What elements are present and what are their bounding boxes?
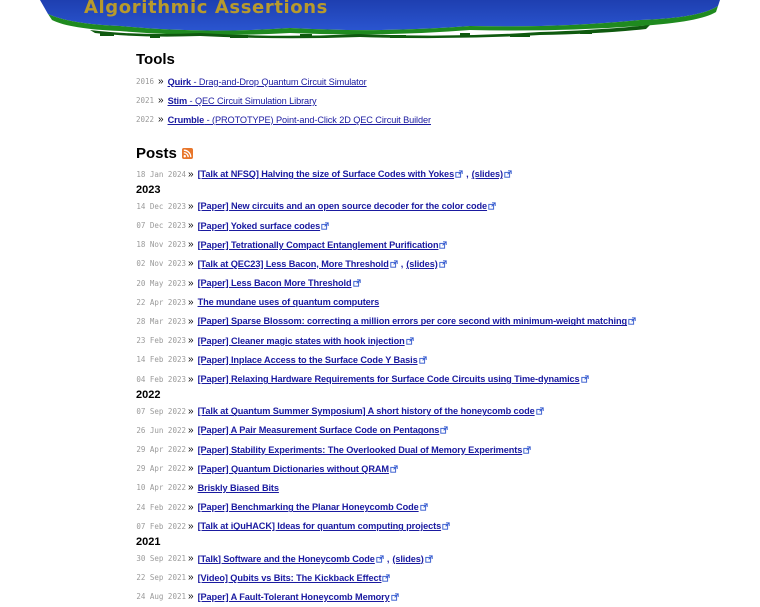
post-date: 22 Apr 2023 [136,297,186,307]
post-date: 10 Apr 2022 [136,483,186,493]
bullet-icon: » [188,501,194,513]
tool-name: Quirk [167,76,192,87]
tools-heading: Tools [136,51,175,68]
main-content [136,50,736,607]
post-link[interactable]: [Paper] A Pair Measurement Surface Code on Pentagons [197,425,440,436]
post-date: 29 Apr 2022 [136,464,186,474]
tool-item [136,110,736,129]
post-link[interactable]: [Paper] Cleaner magic states with hook injection [197,335,405,346]
post-item [136,459,736,478]
bullet-icon: » [188,553,194,565]
post-item [136,312,736,331]
tool-description: - Drag-and-Drop Quantum Circuit Simulator [191,76,367,87]
post-date: 29 Apr 2022 [136,445,186,455]
slides-link[interactable]: (slides) [406,258,438,269]
tool-year: 2016 [136,77,155,87]
post-link[interactable]: [Paper] Quantum Dictionaries without QRAM [197,463,389,474]
slides-link[interactable]: (slides) [471,169,504,180]
tool-description: - QEC Circuit Simulation Library [187,95,317,106]
external-link-icon [382,574,390,582]
post-date: 28 Mar 2023 [136,316,186,326]
tool-year: 2021 [136,96,155,106]
post-item [136,478,736,497]
rss-icon[interactable] [182,148,193,159]
post-item [136,235,736,254]
post-link[interactable]: [Talk at NFSQ] Halving the size of Surface Codes with Yokes [197,169,455,180]
separator: , [466,169,469,180]
bullet-icon: » [188,258,194,270]
bullet-icon: » [188,200,194,212]
bullet-icon: » [188,239,194,251]
post-link[interactable]: [Paper] Yoked surface codes [197,220,321,231]
bullet-icon: » [188,424,194,436]
post-item [136,402,736,421]
bullet-icon: » [188,277,194,289]
bullet-icon: » [158,76,164,88]
external-link-icon [488,202,496,210]
post-item [136,216,736,235]
post-item [136,568,736,587]
bullet-icon: » [188,373,194,385]
external-link-icon [406,337,414,345]
tool-link[interactable] [168,77,367,87]
header-banner [0,0,760,40]
post-link[interactable]: [Paper] Inplace Access to the Surface Code Y Basis [197,354,418,365]
post-date: 07 Feb 2022 [136,521,186,531]
post-date: 14 Dec 2023 [136,201,186,211]
post-item [136,440,736,459]
external-link-icon [439,241,447,249]
post-item [136,517,736,536]
post-item [136,165,736,184]
site-title: Algorithmic Assertions [84,0,328,18]
bullet-icon: » [188,520,194,532]
post-item [136,350,736,369]
post-date: 24 Aug 2021 [136,592,186,602]
post-link[interactable]: [Talk at iQuHACK] Ideas for quantum computing projects [197,521,442,532]
post-date: 04 Feb 2023 [136,374,186,384]
bullet-icon: » [188,296,194,308]
bullet-icon: » [188,354,194,366]
external-link-icon [390,465,398,473]
external-link-icon [420,503,428,511]
post-link[interactable]: [Paper] Relaxing Hardware Requirements for Surface Code Circuits using Time-dynamics [197,374,580,385]
external-link-icon [321,222,329,230]
external-link-icon [390,260,398,268]
tool-name: Stim [167,95,188,106]
tool-link[interactable] [168,115,431,125]
bullet-icon: » [188,168,194,180]
bullet-icon: » [188,482,194,494]
post-item [136,369,736,388]
post-link[interactable]: [Paper] Tetrationally Compact Entanglement Purification [197,239,439,250]
year-heading: 2021 [136,535,161,548]
post-date: 14 Feb 2023 [136,355,186,365]
post-item [136,421,736,440]
post-link[interactable]: Briskly Biased Bits [197,482,279,493]
post-link[interactable]: [Talk at Quantum Summer Symposium] A short history of the honeycomb code [197,406,535,417]
tool-year: 2022 [136,115,155,125]
post-item [136,331,736,350]
post-link[interactable]: [Paper] Benchmarking the Planar Honeycomb Code [197,502,419,513]
post-date: 26 Jun 2022 [136,425,186,435]
post-date: 23 Feb 2023 [136,336,186,346]
post-item [136,274,736,293]
post-link[interactable]: [Paper] Stability Experiments: The Overlooked Dual of Memory Experiments [197,444,523,455]
tool-item [136,91,736,110]
year-heading: 2022 [136,388,161,401]
separator: , [400,258,404,269]
post-link[interactable]: [Paper] New circuits and an open source decoder for the color code [197,201,488,212]
external-link-icon [440,426,448,434]
bullet-icon: » [188,463,194,475]
tools-list [136,72,736,130]
bullet-icon: » [188,572,194,584]
slides-link[interactable]: (slides) [392,553,424,564]
post-item [136,197,736,216]
external-link-icon [581,375,589,383]
bullet-icon: » [158,114,164,126]
post-item [136,587,736,606]
bullet-icon: » [188,405,194,417]
post-link[interactable]: [Paper] Sparse Blossom: correcting a million errors per core second with minimum-weight matching [197,316,628,327]
post-date: 18 Nov 2023 [136,240,186,250]
posts-heading: Posts [136,144,736,164]
post-link[interactable]: [Paper] A Fault-Tolerant Honeycomb Memory [197,591,390,602]
bullet-icon: » [188,315,194,327]
tool-description: - (PROTOTYPE) Point-and-Click 2D QEC Circuit Builder [204,114,431,125]
post-item [136,254,736,273]
post-item [136,498,736,517]
separator: , [386,553,390,564]
bullet-icon: » [188,335,194,347]
post-item [136,293,736,312]
posts-list [136,165,736,607]
post-link[interactable]: [Paper] Less Bacon More Threshold [197,278,352,289]
bullet-icon: » [188,444,194,456]
post-date: 30 Sep 2021 [136,554,186,564]
external-link-icon [628,317,636,325]
external-link-icon [376,555,384,563]
external-link-icon [442,522,450,530]
bullet-icon: » [158,95,164,107]
external-link-icon [523,446,531,454]
external-link-icon [353,279,361,287]
year-heading: 2023 [136,183,161,196]
external-link-icon [504,170,512,178]
post-link[interactable]: [Talk at QEC23] Less Bacon, More Threshold [197,258,389,269]
tool-item [136,72,736,91]
post-date: 07 Sep 2022 [136,406,186,416]
post-date: 22 Sep 2021 [136,573,186,583]
post-date: 20 May 2023 [136,278,186,288]
post-link[interactable]: [Video] Qubits vs Bits: The Kickback Effect [197,572,382,583]
external-link-icon [455,170,463,178]
bullet-icon: » [188,591,194,603]
post-date: 07 Dec 2023 [136,221,186,231]
bullet-icon: » [188,220,194,232]
post-date: 24 Feb 2022 [136,502,186,512]
tool-name: Crumble [167,114,205,125]
post-link[interactable]: [Talk] Software and the Honeycomb Code [197,553,375,564]
tool-link[interactable] [168,96,317,106]
external-link-icon [536,407,544,415]
post-date: 18 Jan 2024 [136,169,186,179]
post-link[interactable]: The mundane uses of quantum computers [197,297,380,308]
external-link-icon [419,356,427,364]
external-link-icon [425,555,433,563]
post-item [136,549,736,568]
post-date: 02 Nov 2023 [136,259,186,269]
external-link-icon [439,260,447,268]
